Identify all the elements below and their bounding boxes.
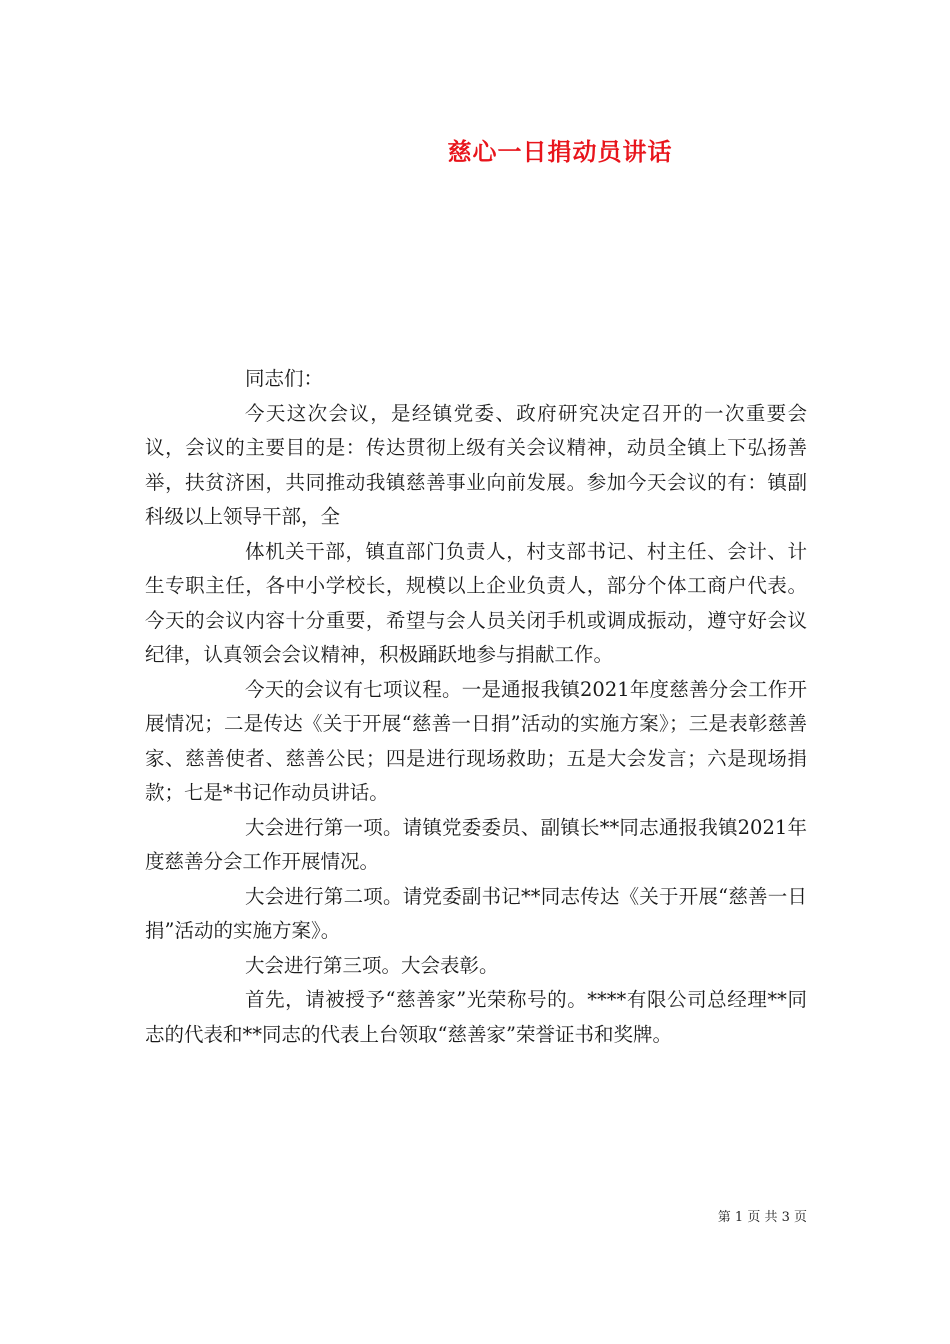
paragraph: 今天这次会议，是经镇党委、政府研究决定召开的一次重要会议，会议的主要目的是：传达贯彻上级有关会议精神，动员全镇上下弘扬善举，扶贫济困，共同推动我镇慈善事业向前发展。参加今天会议的有：镇副科级以上领导干部，全: [145, 401, 807, 528]
paragraph: 大会进行第二项。请党委副书记**同志传达《关于开展“慈善一日捐”活动的实施方案》。: [145, 884, 807, 942]
document-title: 慈心一日捐动员讲话: [447, 138, 673, 166]
document-body: [145, 362, 807, 1052]
paragraph-salutation: 同志们：: [245, 367, 324, 390]
paragraph: 大会进行第三项。大会表彰。: [245, 953, 499, 977]
paragraph: 大会进行第一项。请镇党委委员、副镇长**同志通报我镇2021年度慈善分会工作开展情况。: [145, 815, 807, 873]
page-number-footer: 第 1 页 共 3 页: [717, 1210, 807, 1225]
paragraph: 体机关干部，镇直部门负责人，村支部书记、村主任、会计、计生专职主任，各中小学校长，规模以上企业负责人，部分个体工商户代表。今天的会议内容十分重要，希望与会人员关闭手机或调成振动，遵守好会议纪律，认真领会会议精神，积极踊跃地参与捐献工作。: [145, 539, 807, 666]
paragraph: 今天的会议有七项议程。一是通报我镇2021年度慈善分会工作开展情况；二是传达《关于开展“慈善一日捐”活动的实施方案》；三是表彰慈善家、慈善使者、慈善公民；四是进行现场救助；五是大会发言；六是现场捐款；七是*书记作动员讲话。: [145, 677, 807, 804]
paragraph: 首先，请被授予“慈善家”光荣称号的。****有限公司总经理**同志的代表和**同志的代表上台领取“慈善家”荣誉证书和奖牌。: [145, 988, 807, 1046]
